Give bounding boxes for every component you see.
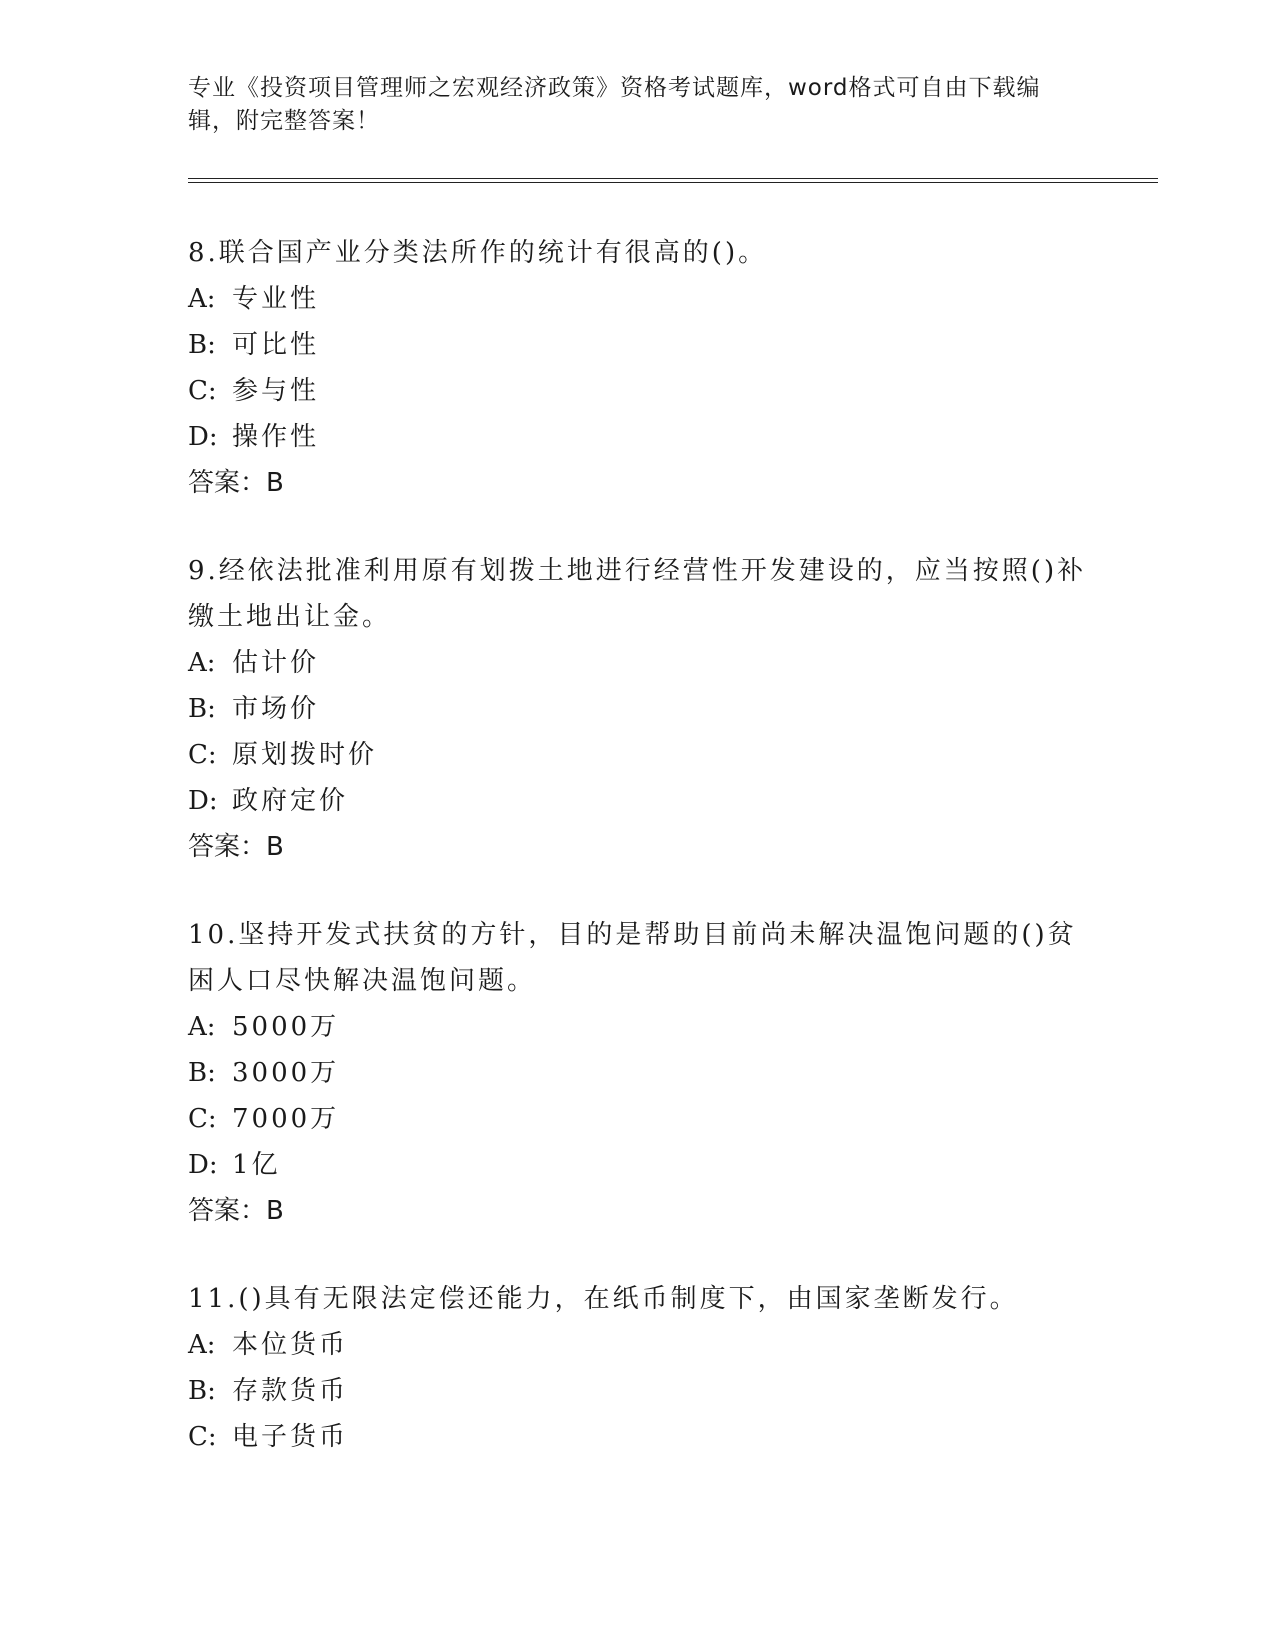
option-text: 存款货币 xyxy=(232,1376,349,1406)
option-text: 专业性 xyxy=(232,284,320,314)
option-text: 参与性 xyxy=(232,376,320,406)
question-8 xyxy=(188,230,1088,506)
answer-line: 答案：B xyxy=(188,1196,284,1226)
option-text: 1亿 xyxy=(232,1150,281,1180)
option-letter: C: xyxy=(188,1104,217,1134)
option-text: 原划拨时价 xyxy=(232,740,378,770)
option-letter: A: xyxy=(188,284,216,314)
option-letter: A: xyxy=(188,1330,216,1360)
option-b xyxy=(188,1050,1088,1096)
option-letter: C: xyxy=(188,1422,217,1452)
option-c xyxy=(188,732,1088,778)
option-d xyxy=(188,1142,1088,1188)
option-a xyxy=(188,1004,1088,1050)
question-10 xyxy=(188,912,1088,1234)
option-letter: D: xyxy=(188,1150,218,1180)
option-text: 7000万 xyxy=(232,1104,340,1134)
option-text: 政府定价 xyxy=(232,786,349,816)
question-text: 10.坚持开发式扶贫的方针，目的是帮助目前尚未解决温饱问题的()贫困人口尽快解决温饱问题。 xyxy=(188,920,1077,996)
option-d xyxy=(188,778,1088,824)
question-text: 9.经依法批准利用原有划拨土地进行经营性开发建设的，应当按照()补缴土地出让金。 xyxy=(188,556,1087,632)
option-letter: B: xyxy=(188,330,216,360)
option-letter: A: xyxy=(188,648,216,678)
option-letter: B: xyxy=(188,694,216,724)
option-text: 可比性 xyxy=(232,330,320,360)
option-a xyxy=(188,640,1088,686)
option-letter: D: xyxy=(188,422,218,452)
question-9 xyxy=(188,548,1088,870)
answer-line: 答案：B xyxy=(188,832,284,862)
option-c xyxy=(188,1096,1088,1142)
option-b xyxy=(188,1368,1088,1414)
option-letter: C: xyxy=(188,376,217,406)
option-d xyxy=(188,414,1088,460)
question-11 xyxy=(188,1276,1088,1460)
option-text: 3000万 xyxy=(232,1058,340,1088)
header-divider xyxy=(188,178,1158,183)
option-a xyxy=(188,1322,1088,1368)
option-text: 5000万 xyxy=(232,1012,340,1042)
option-text: 估计价 xyxy=(232,648,320,678)
option-b xyxy=(188,686,1088,732)
option-b xyxy=(188,322,1088,368)
option-text: 本位货币 xyxy=(232,1330,349,1360)
option-c xyxy=(188,368,1088,414)
option-letter: A: xyxy=(188,1012,216,1042)
option-a xyxy=(188,276,1088,322)
option-c xyxy=(188,1414,1088,1460)
question-text: 11.()具有无限法定偿还能力，在纸币制度下，由国家垄断发行。 xyxy=(188,1284,1019,1314)
option-letter: B: xyxy=(188,1376,216,1406)
option-text: 电子货币 xyxy=(232,1422,349,1452)
option-letter: C: xyxy=(188,740,217,770)
question-list xyxy=(188,230,1088,1502)
question-text: 8.联合国产业分类法所作的统计有很高的()。 xyxy=(188,238,768,268)
option-letter: D: xyxy=(188,786,218,816)
option-text: 操作性 xyxy=(232,422,320,452)
option-letter: B: xyxy=(188,1058,216,1088)
document-header: 专业《投资项目管理师之宏观经济政策》资格考试题库，word格式可自由下载编辑，附完整答案！ xyxy=(188,75,1041,134)
option-text: 市场价 xyxy=(232,694,320,724)
answer-line: 答案：B xyxy=(188,468,284,498)
